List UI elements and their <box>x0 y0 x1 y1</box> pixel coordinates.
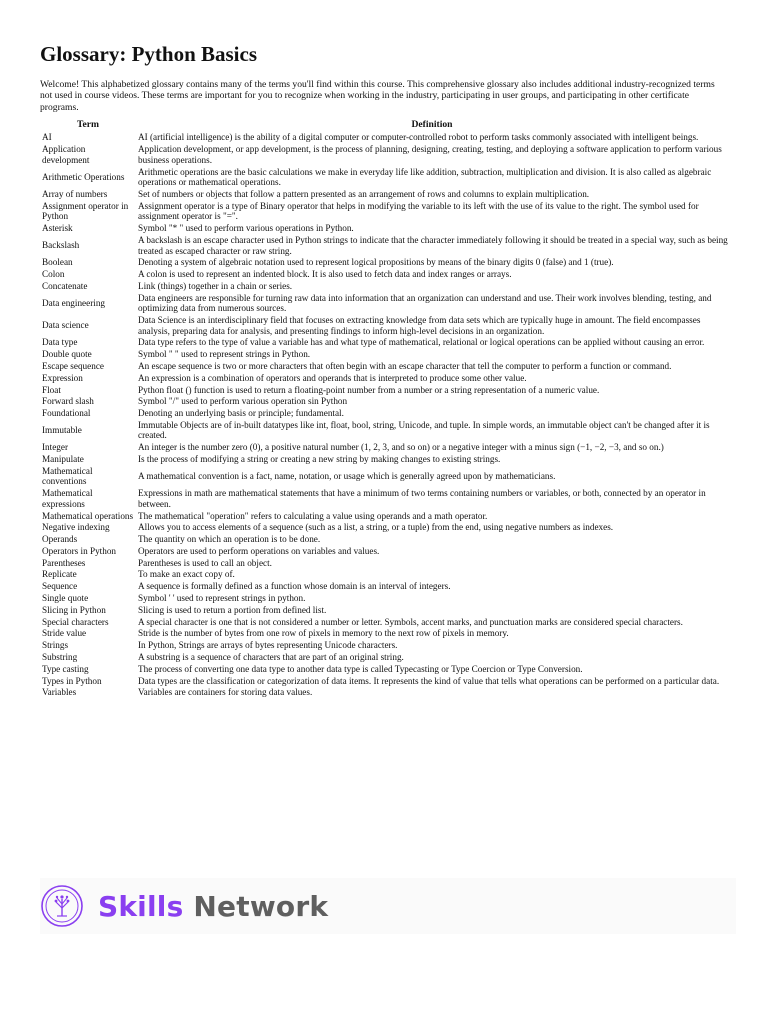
brand-wordmark <box>98 890 328 923</box>
definition-cell: Denoting a system of algebraic notation used to represent logical propositions by means of the binary digits 0 (false) and 1 (true). <box>138 257 614 268</box>
table-header-row <box>40 119 728 132</box>
table-row <box>40 234 728 256</box>
term-cell: Negative indexing <box>42 522 110 533</box>
definition-cell: Data Science is an interdisciplinary field that focuses on extracting knowledge from data sets which are typically huge in amount. The field encompasses analysis, preparing data for analysis, and presenting findings to inform high-level decisions in an organization. <box>138 315 701 336</box>
term-cell: Backslash <box>42 240 80 251</box>
definition-cell: A backslash is an escape character used in Python strings to indicate that the character immediately following it should be treated in a special way, such as being treated as escaped character or raw string. <box>138 234 728 256</box>
term-cell: AI <box>42 132 52 143</box>
glossary-body <box>40 132 728 699</box>
term-cell: Operators in Python <box>42 545 117 556</box>
definition-cell: A sequence is formally defined as a function whose domain is an interval of integers. <box>138 581 451 592</box>
brand-secondary: Network <box>193 889 329 923</box>
definition-cell: Expressions in math are mathematical statements that have a minimum of two terms containing numbers or variables, or both, connected by an operator in between. <box>138 488 706 509</box>
definition-cell: Denoting an underlying basis or principle; fundamental. <box>138 408 344 419</box>
definition-cell: The process of converting one data type to another data type is called Typecasting or Type Coercion or Type Conversion. <box>138 663 583 674</box>
table-row <box>40 166 728 188</box>
definition-cell: A special character is one that is not considered a number or letter. Symbols, accent marks, and punctuation marks are considered special characters. <box>138 616 683 627</box>
table-row <box>40 640 728 652</box>
header-term: Term <box>76 118 100 130</box>
definition-cell: Parentheses is used to call an object. <box>138 557 272 568</box>
definition-cell: Data engineers are responsible for turning raw data into information that an organization can understand and use. Their work involves blending, testing, and optimizing data from numerous sources. <box>138 292 712 314</box>
table-row <box>40 534 728 546</box>
definition-cell: Application development, or app development, is the process of planning, designing, creating, testing, and deploying a software application to perform various business operations. <box>138 144 722 165</box>
term-cell: Single quote <box>42 593 89 604</box>
header-definition: Definition <box>411 118 453 130</box>
definition-cell: Python float () function is used to return a floating-point number from a number or a string representation of a numeric value. <box>138 384 600 395</box>
term-cell: Mathematical conventions <box>42 465 93 487</box>
table-row <box>40 675 728 687</box>
definition-cell: Data types are the classification or categorization of data items. It represents the kind of value that tells what operations can be performed on a particular data. <box>138 675 720 686</box>
table-row <box>40 557 728 569</box>
term-cell: Mathematical operations <box>42 510 134 521</box>
definition-cell: The mathematical "operation" refers to calculating a value using operands and a math operator. <box>138 510 488 521</box>
table-row <box>40 522 728 534</box>
table-row <box>40 188 728 200</box>
table-row <box>40 223 728 235</box>
term-cell: Forward slash <box>42 396 94 407</box>
table-row <box>40 616 728 628</box>
definition-cell: Symbol "/" used to perform various operation sin Python <box>138 396 348 407</box>
table-row <box>40 592 728 604</box>
table-row <box>40 663 728 675</box>
definition-cell: Is the process of modifying a string or creating a new string by making changes to existing strings. <box>138 454 501 465</box>
table-row <box>40 132 728 144</box>
definition-cell: In Python, Strings are arrays of bytes representing Unicode characters. <box>138 640 398 651</box>
term-cell: Slicing in Python <box>42 604 106 615</box>
term-cell: Asterisk <box>42 223 73 234</box>
table-row <box>40 545 728 557</box>
term-cell: Concatenate <box>42 280 88 291</box>
term-cell: Immutable <box>42 425 82 436</box>
term-cell: Variables <box>42 687 77 698</box>
table-row <box>40 581 728 593</box>
glossary-page <box>40 42 728 698</box>
table-row <box>40 604 728 616</box>
term-cell: Foundational <box>42 408 91 419</box>
table-row <box>40 144 728 166</box>
term-cell: Strings <box>42 640 69 651</box>
definition-cell: Stride is the number of bytes from one row of pixels in memory to the next row of pixels in memory. <box>138 628 509 639</box>
definition-cell: Immutable Objects are of in-built datatypes like int, float, bool, string, Unicode, and tuple. In simple words, an immutable object can't be changed after it is created. <box>138 419 710 441</box>
term-cell: Replicate <box>42 569 77 580</box>
term-cell: Boolean <box>42 257 73 268</box>
definition-cell: An integer is the number zero (0), a positive natural number (1, 2, 3, and so on) or a negative integer with a minus sign (−1, −2, −3, and so on.) <box>138 442 664 453</box>
definition-cell: Set of numbers or objects that follow a pattern presented as an arrangement of rows and columns to explain multiplication. <box>138 189 590 200</box>
definition-cell: An escape sequence is two or more characters that often begin with an escape character that tell the computer to perform a function or command. <box>138 360 672 371</box>
table-row <box>40 465 728 487</box>
table-row <box>40 419 728 441</box>
table-row <box>40 687 728 699</box>
table-row <box>40 200 728 222</box>
table-row <box>40 360 728 372</box>
table-row <box>40 292 728 314</box>
term-cell: Float <box>42 384 61 395</box>
table-row <box>40 510 728 522</box>
term-cell: Arithmetic Operations <box>42 171 125 182</box>
term-cell: Escape sequence <box>42 360 104 371</box>
term-cell: Types in Python <box>42 675 102 686</box>
definition-cell: Variables are containers for storing data values. <box>138 687 313 698</box>
table-row <box>40 453 728 465</box>
definition-cell: A substring is a sequence of characters that are part of an original string. <box>138 651 404 662</box>
term-cell: Special characters <box>42 616 109 627</box>
term-cell: Parentheses <box>42 557 86 568</box>
term-cell: Array of numbers <box>42 189 108 200</box>
definition-cell: The quantity on which an operation is to be done. <box>138 534 321 545</box>
brand-primary: Skills <box>98 889 184 923</box>
definition-cell: A colon is used to represent an indented block. It is also used to fetch data and index ranges or arrays. <box>138 269 512 280</box>
term-cell: Assignment operator in Python <box>42 200 129 222</box>
skills-network-footer <box>40 878 736 934</box>
term-cell: Manipulate <box>42 454 84 465</box>
definition-cell: A mathematical convention is a fact, name, notation, or usage which is generally agreed upon by mathematicians. <box>138 471 556 482</box>
definition-cell: Assignment operator is a type of Binary operator that helps in modifying the variable to its left with the use of its value to the right. The symbol used for assignment operator is "=". <box>138 200 699 222</box>
definition-cell: Symbol " " used to represent strings in Python. <box>138 349 311 360</box>
term-cell: Operands <box>42 534 78 545</box>
table-row <box>40 372 728 384</box>
table-row <box>40 396 728 408</box>
definition-cell: An expression is a combination of operators and operands that is interpreted to produce some other value. <box>138 372 527 383</box>
intro-paragraph: Welcome! This alphabetized glossary contains many of the terms you'll find within this course. This comprehensive glossary also includes additional industry-recognized terms not used in course videos. These terms are important for you to recognize when working in the industry, participating in user groups, and participating in other certificate programs. <box>40 79 715 113</box>
term-cell: Sequence <box>42 581 78 592</box>
table-row <box>40 280 728 292</box>
table-row <box>40 628 728 640</box>
table-row <box>40 384 728 396</box>
table-row <box>40 651 728 663</box>
table-row <box>40 488 728 510</box>
term-cell: Substring <box>42 651 78 662</box>
table-row <box>40 349 728 361</box>
term-cell: Data type <box>42 337 78 348</box>
table-row <box>40 269 728 281</box>
definition-cell: Slicing is used to return a portion from defined list. <box>138 604 327 615</box>
table-row <box>40 408 728 420</box>
table-row <box>40 257 728 269</box>
term-cell: Colon <box>42 269 65 280</box>
definition-cell: To make an exact copy of. <box>138 569 235 580</box>
term-cell: Expression <box>42 372 83 383</box>
table-row <box>40 314 728 336</box>
page-title: Glossary: Python Basics <box>40 42 258 66</box>
glossary-table <box>40 119 728 699</box>
definition-cell: Allows you to access elements of a sequence (such as a list, a string, or a tuple) from the end, using negative numbers as indexes. <box>138 522 614 533</box>
term-cell: Mathematical expressions <box>42 488 93 509</box>
tree-circle-logo-icon <box>40 884 84 928</box>
term-cell: Stride value <box>42 628 87 639</box>
table-row <box>40 442 728 454</box>
table-row <box>40 337 728 349</box>
definition-cell: Link (things) together in a chain or series. <box>138 280 293 291</box>
definition-cell: Data type refers to the type of value a variable has and what type of mathematical, relational or logical operations can be applied without causing an error. <box>138 337 705 348</box>
table-row <box>40 569 728 581</box>
term-cell: Application development <box>42 144 90 165</box>
term-cell: Data engineering <box>42 297 106 308</box>
definition-cell: Arithmetic operations are the basic calculations we make in everyday life like addition, subtraction, multiplication and division. It is also called as algebraic operations or mathematical operations. <box>138 166 712 188</box>
term-cell: Double quote <box>42 349 92 360</box>
definition-cell: Symbol "* " used to perform various operations in Python. <box>138 223 354 234</box>
definition-cell: Symbol ' ' used to represent strings in python. <box>138 593 306 604</box>
term-cell: Data science <box>42 320 89 331</box>
term-cell: Type casting <box>42 663 89 674</box>
term-cell: Integer <box>42 442 69 453</box>
definition-cell: AI (artificial intelligence) is the ability of a digital computer or computer-controlled robot to perform tasks commonly associated with intelligent beings. <box>138 132 699 143</box>
definition-cell: Operators are used to perform operations on variables and values. <box>138 545 380 556</box>
